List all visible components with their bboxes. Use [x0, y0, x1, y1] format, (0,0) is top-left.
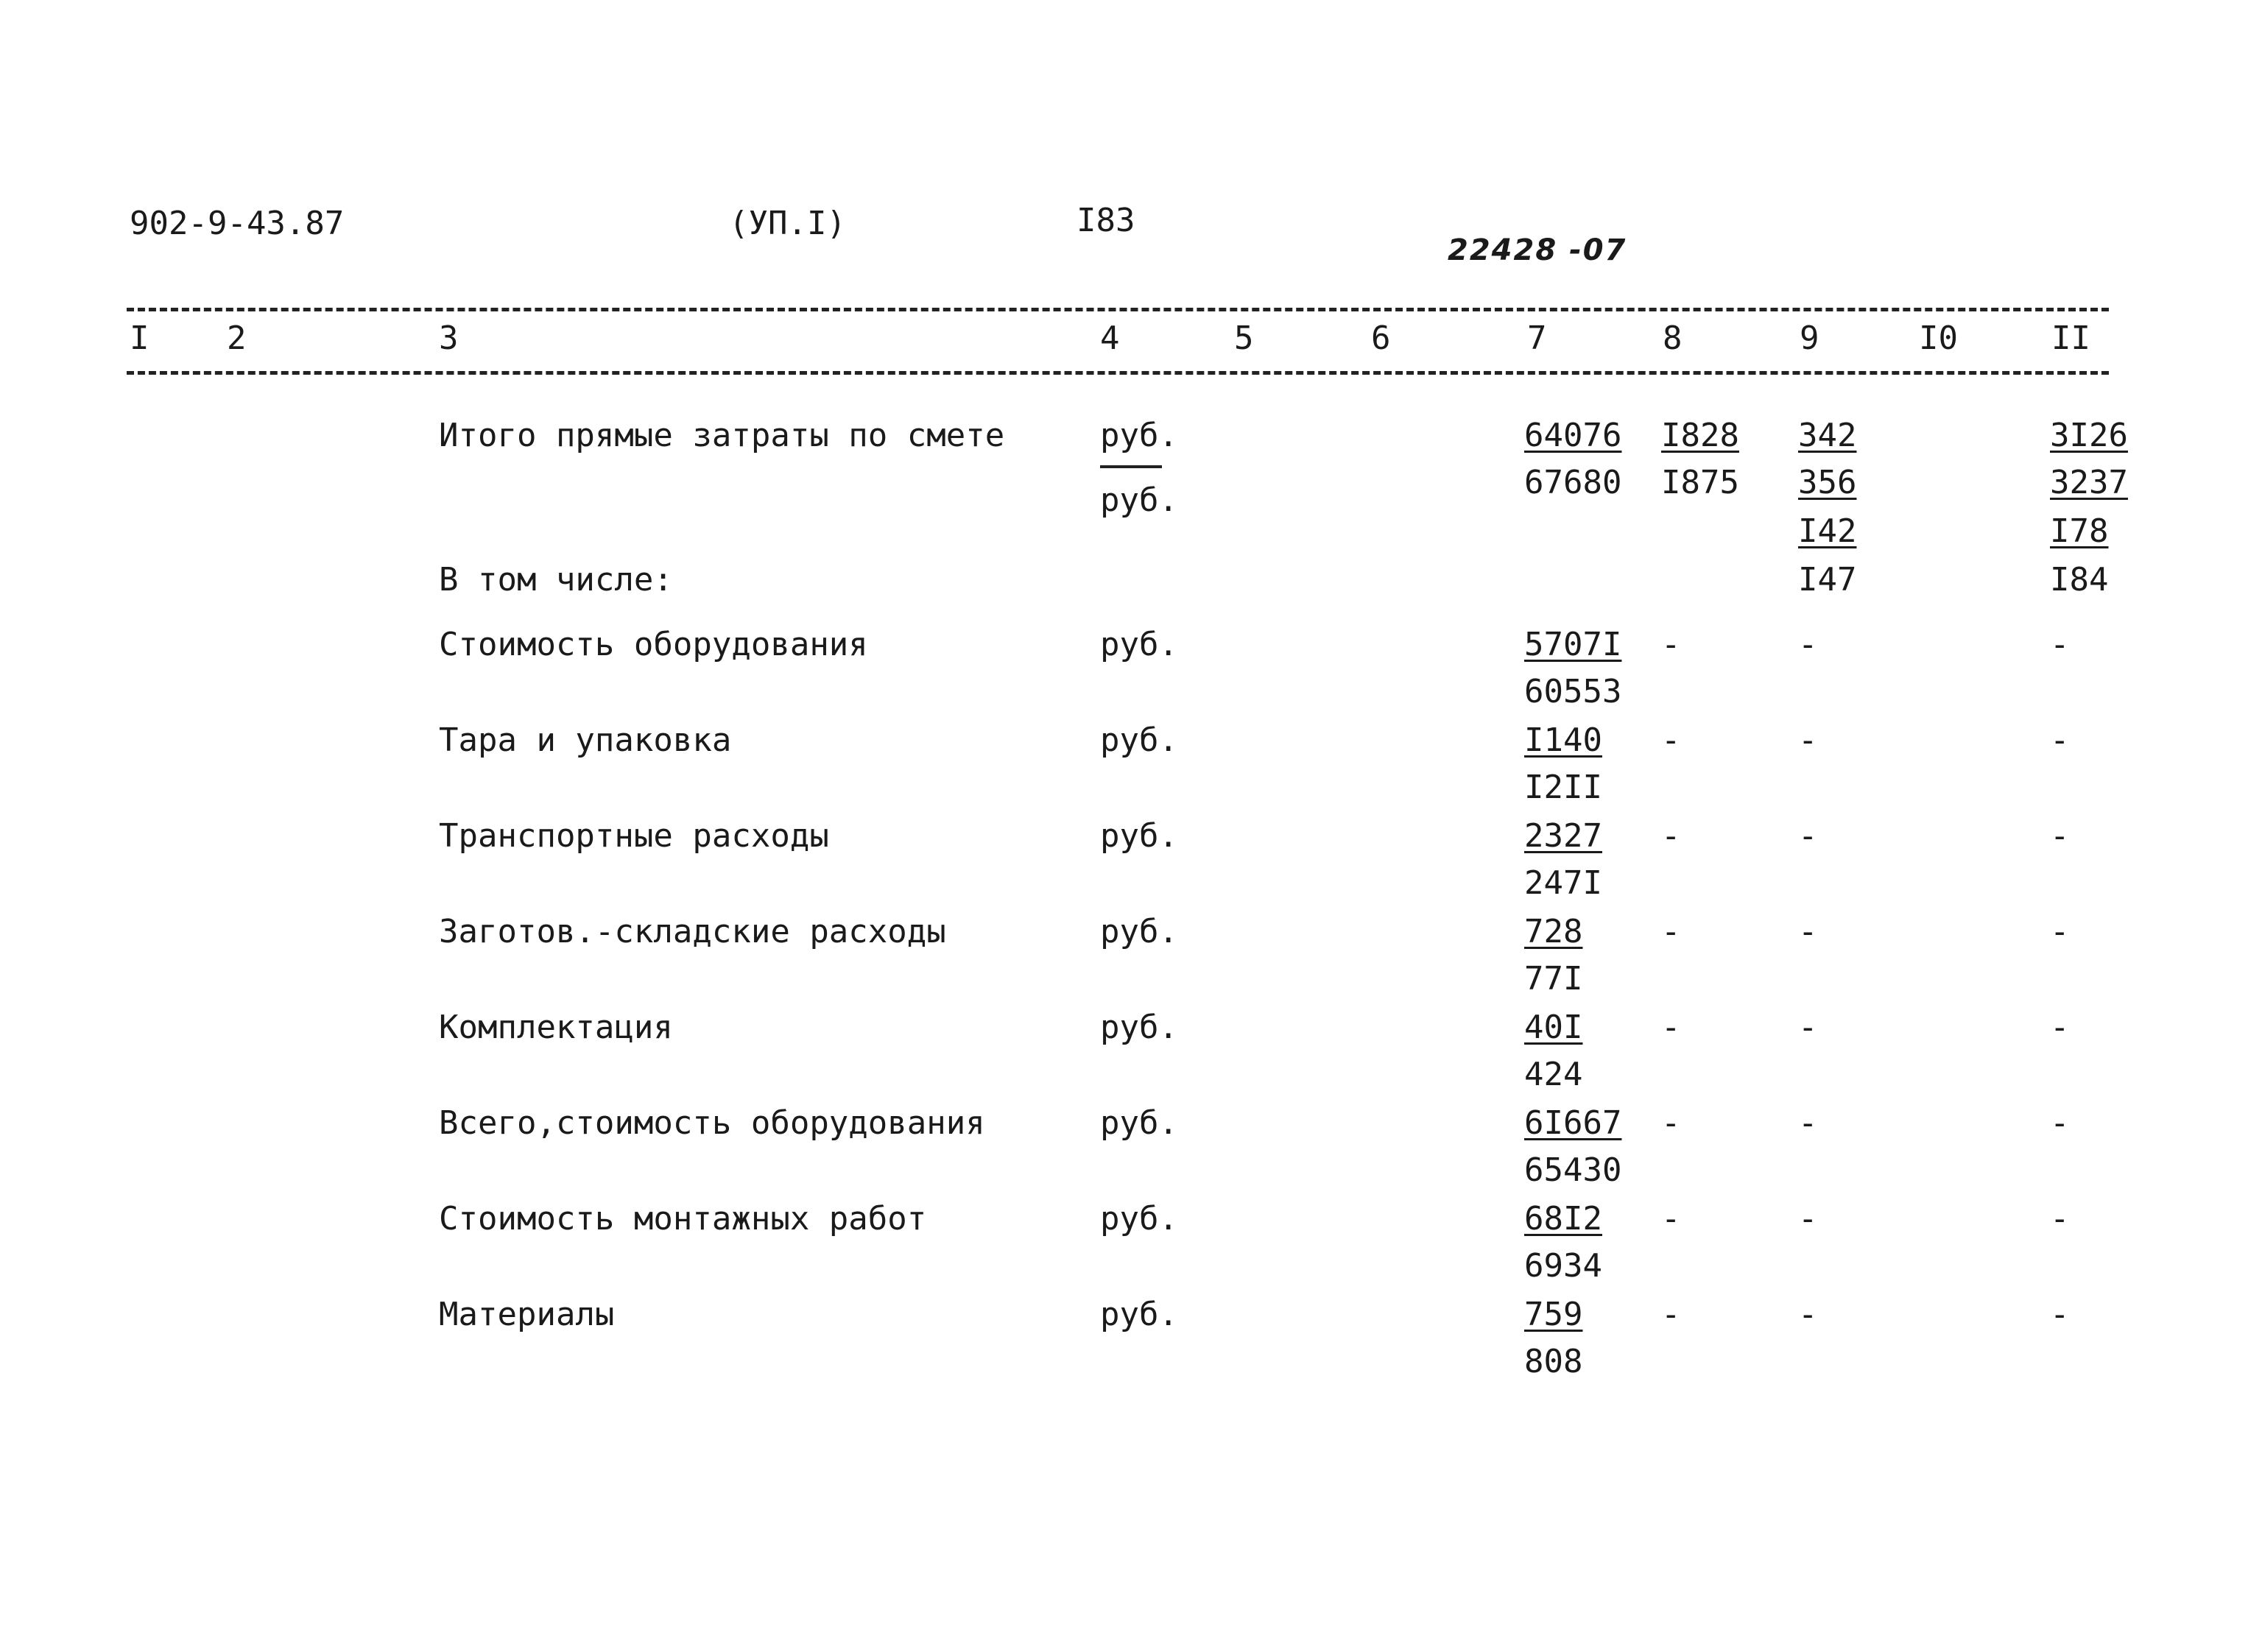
value-col8: - [1661, 817, 1681, 855]
value-col11: - [2050, 626, 2070, 663]
value-col11: - [2050, 817, 2070, 855]
column-header: 2 [227, 320, 247, 357]
fraction-bar [1100, 465, 1162, 468]
value-col7-top: 6I667 [1524, 1104, 1622, 1142]
unit-label: руб. [1100, 1104, 1178, 1142]
value-col8-top: I828 [1661, 417, 1739, 454]
row-label: Тара и упаковка [439, 721, 732, 759]
value-col7-bottom: 67680 [1524, 464, 1622, 501]
value-col9: - [1798, 1200, 1818, 1238]
unit-label: руб. [1100, 1009, 1178, 1046]
column-header: I [130, 320, 149, 357]
value-col8: - [1661, 913, 1681, 950]
value-col7-top: 2327 [1524, 817, 1602, 855]
value-col9: - [1798, 1296, 1818, 1333]
value-col11: I84 [2050, 561, 2109, 599]
section-label: (УП.I) [729, 205, 846, 242]
unit-label: руб. [1100, 417, 1178, 454]
value-col11: - [2050, 1200, 2070, 1238]
value-col11: 3237 [2050, 464, 2128, 501]
row-label: Комплектация [439, 1009, 673, 1046]
row-label: Материалы [439, 1296, 615, 1333]
value-col7-top: 759 [1524, 1296, 1583, 1333]
in-total-label: В том числе: [439, 561, 673, 599]
value-col8: - [1661, 1009, 1681, 1046]
row-label: Стоимость монтажных работ [439, 1200, 927, 1238]
value-col8: - [1661, 1104, 1681, 1142]
unit-label: руб. [1100, 481, 1178, 519]
value-col7-bottom: 77I [1524, 960, 1583, 998]
value-col9: - [1798, 913, 1818, 950]
value-col8: - [1661, 1296, 1681, 1333]
column-header: 6 [1371, 320, 1391, 357]
value-col9: - [1798, 721, 1818, 759]
value-col11: - [2050, 721, 2070, 759]
value-col7-bottom: I2II [1524, 769, 1602, 806]
value-col9: I42 [1798, 512, 1857, 550]
value-col9: - [1798, 1104, 1818, 1142]
unit-label: руб. [1100, 1200, 1178, 1238]
value-col9: - [1798, 626, 1818, 663]
unit-label: руб. [1100, 817, 1178, 855]
header-rule-top [127, 308, 2109, 311]
value-col9: 356 [1798, 464, 1857, 501]
unit-label: руб. [1100, 913, 1178, 950]
value-col7-bottom: 424 [1524, 1056, 1583, 1093]
document-code: 902-9-43.87 [130, 205, 345, 242]
value-col11: I78 [2050, 512, 2109, 550]
value-col7-top: 5707I [1524, 626, 1622, 663]
column-header: I0 [1919, 320, 1958, 357]
column-header: 9 [1800, 320, 1819, 357]
value-col7-top: 40I [1524, 1009, 1583, 1046]
header-rule-bottom [127, 371, 2109, 375]
value-col7-top: 728 [1524, 913, 1583, 950]
value-col7-top: 68I2 [1524, 1200, 1602, 1238]
value-col8: - [1661, 626, 1681, 663]
value-col9: 342 [1798, 417, 1857, 454]
value-col11: - [2050, 913, 2070, 950]
unit-label: руб. [1100, 1296, 1178, 1333]
row-label: Стоимость оборудования [439, 626, 868, 663]
value-col8: - [1661, 721, 1681, 759]
value-col7-bottom: 65430 [1524, 1151, 1622, 1189]
value-col9: - [1798, 817, 1818, 855]
row-label: Всего,стоимость оборудования [439, 1104, 985, 1142]
value-col7-bottom: 247I [1524, 864, 1602, 902]
value-col8: - [1661, 1200, 1681, 1238]
value-col7-top: I140 [1524, 721, 1602, 759]
unit-label: руб. [1100, 721, 1178, 759]
value-col9: - [1798, 1009, 1818, 1046]
row-label: Транспортные расходы [439, 817, 829, 855]
column-header: II [2051, 320, 2090, 357]
value-col11: - [2050, 1104, 2070, 1142]
column-header: 7 [1527, 320, 1547, 357]
column-header: 3 [439, 320, 459, 357]
inventory-number-stamp: 22428 -07 [1448, 233, 1627, 267]
column-header: 4 [1100, 320, 1120, 357]
value-col7-bottom: 60553 [1524, 673, 1622, 710]
value-col9: I47 [1798, 561, 1857, 599]
value-col11: - [2050, 1296, 2070, 1333]
value-col7-bottom: 6934 [1524, 1247, 1602, 1285]
value-col8-bottom: I875 [1661, 464, 1739, 501]
value-col11: - [2050, 1009, 2070, 1046]
page-number: I83 [1077, 202, 1135, 239]
value-col11: 3I26 [2050, 417, 2128, 454]
summary-label: Итого прямые затраты по смете [439, 417, 1005, 454]
unit-label: руб. [1100, 626, 1178, 663]
column-header: 8 [1663, 320, 1683, 357]
row-label: Заготов.-складские расходы [439, 913, 946, 950]
column-header: 5 [1234, 320, 1254, 357]
value-col7-top: 64076 [1524, 417, 1622, 454]
value-col7-bottom: 808 [1524, 1343, 1583, 1380]
